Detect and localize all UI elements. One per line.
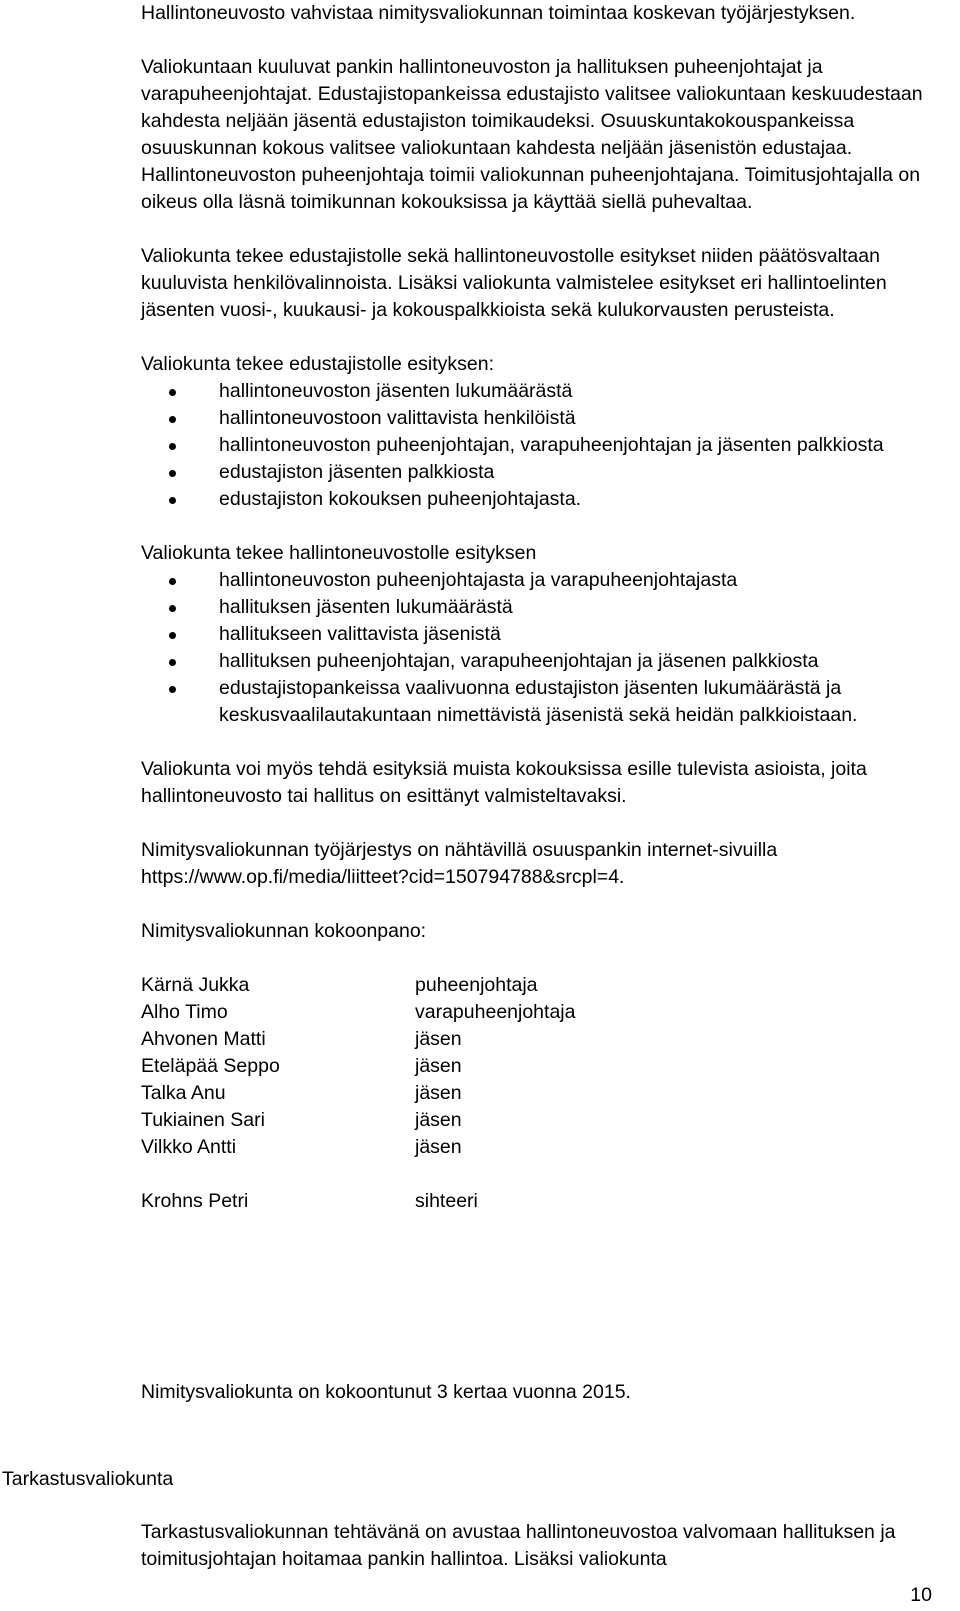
list2-intro: Valiokunta tekee hallintoneuvostolle esityksen [141, 542, 537, 564]
member-table [141, 972, 941, 1215]
member-row [141, 1053, 941, 1080]
secretary-row [141, 1188, 941, 1215]
member-role: varapuheenjohtaja [415, 1001, 576, 1023]
document-body [141, 0, 941, 1215]
list1-item: hallintoneuvoston puheenjohtajan, varapuheenjohtajan ja jäsenten palkkiosta [141, 432, 941, 459]
member-name: Vilkko Antti [141, 1136, 237, 1158]
member-role: jäsen [415, 1082, 462, 1104]
secretary-role: sihteeri [415, 1190, 478, 1212]
meetings-note: Nimitysvaliokunta on kokoontunut 3 kertaa vuonna 2015. [141, 1381, 631, 1403]
member-name: Ahvonen Matti [141, 1028, 266, 1050]
paragraph-work-order: Hallintoneuvosto vahvistaa nimitysvaliokunnan toimintaa koskevan työjärjestyksen. [141, 2, 856, 24]
audit-committee-paragraph: Tarkastusvaliokunnan tehtävänä on avustaa hallintoneuvostoa valvomaan hallituksen ja toimitusjohtajan hoitamaa pankin hallintoa. Lisäksi valiokunta [141, 1521, 896, 1570]
member-role: jäsen [415, 1136, 462, 1158]
paragraph-work-order-link: Nimitysvaliokunnan työjärjestys on nähtävillä osuuspankin internet-sivuilla https://www.op.fi/media/liitteet?cid=150794788&srcpl=4. [141, 839, 778, 888]
list2-item: hallituksen puheenjohtajan, varapuheenjohtajan ja jäsenen palkkiosta [141, 648, 941, 675]
list2-item: hallintoneuvoston puheenjohtajasta ja varapuheenjohtajasta [141, 567, 941, 594]
member-row [141, 1026, 941, 1053]
member-row [141, 1134, 941, 1161]
member-role: jäsen [415, 1055, 462, 1077]
member-name: Eteläpää Seppo [141, 1055, 280, 1077]
member-role: jäsen [415, 1109, 462, 1131]
composition-heading: Nimitysvaliokunnan kokoonpano: [141, 920, 427, 942]
list2-item: edustajistopankeissa vaalivuonna edustajiston jäsenten lukumäärästä ja keskusvaalilautakuntaan nimettävistä jäsenistä sekä heidän palkkioistaan. [141, 675, 941, 729]
member-row [141, 999, 941, 1026]
list2-item: hallitukseen valittavista jäsenistä [141, 621, 941, 648]
member-name: Alho Timo [141, 1001, 228, 1023]
paragraph-proposals: Valiokunta tekee edustajistolle sekä hallintoneuvostolle esitykset niiden päätösvaltaan kuuluvista henkilövalinnoista. Lisäksi valiokunta valmistelee esitykset eri hallintoelinten jäsenten vuosi-, kuukausi- ja kokouspalkkioista sekä kulukorvausten perusteista. [141, 245, 887, 321]
member-row [141, 1107, 941, 1134]
paragraph-members: Valiokuntaan kuuluvat pankin hallintoneuvoston ja hallituksen puheenjohtajat ja varapuheenjohtajat. Edustajistopankeissa edustajisto valitsee valiokuntaan keskuudestaan kahdesta neljään jäsentä edustajiston toimikaudeksi. Osuuskuntakokouspankeissa osuuskunnan kokous valitsee valiokuntaan kahdesta neljään jäsenistön edustajaa. Hallintoneuvoston puheenjohtaja toimii valiokunnan puheenjohtajana. Toimitusjohtajalla on oikeus olla läsnä toimikunnan kokouksissa ja käyttää siellä puhevaltaa. [141, 56, 923, 213]
list1 [141, 378, 941, 513]
member-name: Tukiainen Sari [141, 1109, 265, 1131]
member-name: Kärnä Jukka [141, 974, 250, 996]
list1-item: hallintoneuvostoon valittavista henkilöistä [141, 405, 941, 432]
secretary-name: Krohns Petri [141, 1190, 249, 1212]
list1-intro: Valiokunta tekee edustajistolle esityksen: [141, 353, 495, 375]
member-row [141, 1080, 941, 1107]
section-heading: Tarkastusvaliokunta [2, 1468, 174, 1490]
list2-item: hallituksen jäsenten lukumäärästä [141, 594, 941, 621]
member-row [141, 972, 941, 999]
list1-item: hallintoneuvoston jäsenten lukumäärästä [141, 378, 941, 405]
list2 [141, 567, 941, 729]
member-name: Talka Anu [141, 1082, 226, 1104]
page-number: 10 [910, 1584, 932, 1606]
list1-item: edustajiston jäsenten palkkiosta [141, 459, 941, 486]
member-role: puheenjohtaja [415, 974, 538, 996]
member-role: jäsen [415, 1028, 462, 1050]
paragraph-other-proposals: Valiokunta voi myös tehdä esityksiä muista kokouksissa esille tulevista asioista, joita hallintoneuvosto tai hallitus on esittänyt valmisteltavaksi. [141, 758, 867, 807]
list1-item: edustajiston kokouksen puheenjohtajasta. [141, 486, 941, 513]
